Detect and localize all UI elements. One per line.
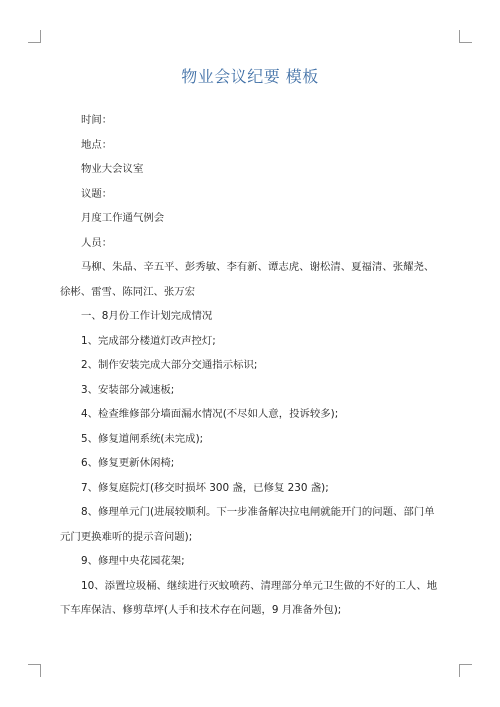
field-topic-label: 议题： <box>81 187 113 200</box>
list-item: 2、制作安装完成大部分交通指示标识; <box>81 359 258 371</box>
list-item: 9、修理中央花园花架; <box>81 555 185 567</box>
crop-mark-bottom-left <box>28 664 41 677</box>
list-item: 8、修理单元门(进展较顺利。下一步准备解决拉电闸就能开门的问题、部门单元门更换难听的提示音问题); <box>60 506 435 543</box>
crop-mark-bottom-right <box>459 664 472 677</box>
list-item: 10、添置垃圾桶、继续进行灭蚊喷药、清理部分单元卫生做的不好的工人、地下车库保洁、修剪草坪(人手和技术存在问题，9 月准备外包); <box>60 579 438 616</box>
document-title: 物业会议纪要 模板 <box>181 67 319 86</box>
document-body <box>60 108 440 623</box>
field-attendees-label: 人员： <box>81 236 113 249</box>
list-item: 6、修复更新休闲椅; <box>81 457 175 469</box>
list-item: 3、安装部分减速板; <box>81 383 175 396</box>
field-attendees-value: 马柳、朱晶、辛五平、彭秀敏、李有新、谭志虎、谢松清、夏福清、张耀尧、徐彬、雷雪、陈同江、张万宏 <box>60 261 435 298</box>
list-item: 1、完成部分楼道灯改声控灯; <box>81 334 216 347</box>
field-location-value: 物业大会议室 <box>81 163 144 175</box>
field-location-label: 地点： <box>81 138 113 151</box>
section-heading: 一、8月份工作计划完成情况 <box>81 310 213 322</box>
list-item: 4、检查维修部分墙面漏水情况(不尽如人意，投诉较多); <box>81 408 339 420</box>
crop-mark-top-left <box>28 30 41 43</box>
list-item: 7、修复庭院灯(移交时损坏 300 盏，已修复 230 盏); <box>81 481 329 494</box>
crop-mark-top-right <box>459 30 472 43</box>
field-time-label: 时间： <box>81 114 113 126</box>
field-topic-value: 月度工作通气例会 <box>81 212 165 224</box>
list-item: 5、修复道闸系统(未完成); <box>81 432 204 445</box>
